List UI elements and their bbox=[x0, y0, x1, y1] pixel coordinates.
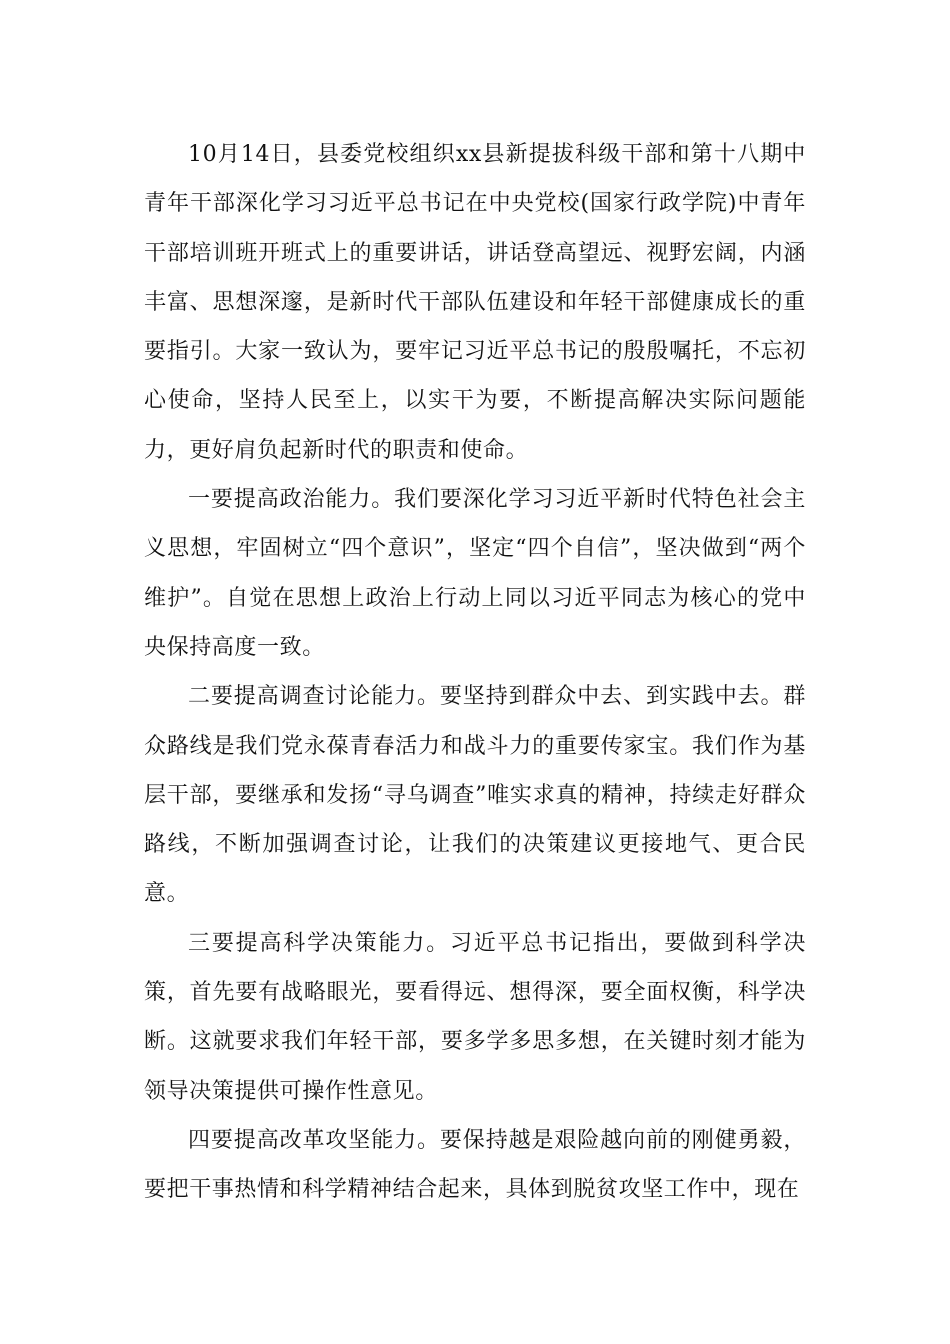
paragraph-decision-ability: 三要提高科学决策能力。习近平总书记指出，要做到科学决策，首先要有战略眼光，要看得远、想得深，要全面权衡，科学决断。这就要求我们年轻干部，要多学多思多想，在关键时刻才能为领导决策提供可操作性意见。 bbox=[144, 930, 806, 1104]
paragraph-investigation-ability: 二要提高调查讨论能力。要坚持到群众中去、到实践中去。群众路线是我们党永葆青春活力和战斗力的重要传家宝。我们作为基层干部，要继承和发扬“寻乌调查”唯实求真的精神，持续走好群众路线，不断加强调查讨论，让我们的决策建议更接地气、更合民意。 bbox=[144, 684, 806, 907]
paragraph-reform-ability: 四要提高改革攻坚能力。要保持越是艰险越向前的刚健勇毅，要把干事热情和科学精神结合起来，具体到脱贫攻坚工作中，现在 bbox=[144, 1127, 806, 1203]
paragraph-political-ability: 一要提高政治能力。我们要深化学习习近平新时代特色社会主义思想，牢固树立“四个意识”，坚定“四个自信”，坚决做到“两个维护”。自觉在思想上政治上行动上同以习近平同志为核心的党中央保持高度一致。 bbox=[144, 487, 806, 660]
paragraph-intro: 10月14日，县委党校组织xx县新提拔科级干部和第十八期中青年干部深化学习习近平总书记在中央党校(国家行政学院)中青年干部培训班开班式上的重要讲话，讲话登高望远、视野宏阔，内涵丰富、思想深邃，是新时代干部队伍建设和年轻干部健康成长的重要指引。大家一致认为，要牢记习近平总书记的殷殷嘱托，不忘初心使命，坚持人民至上，以实干为要，不断提高解决实际问题能力，更好肩负起新时代的职责和使命。 bbox=[144, 142, 806, 463]
document-body bbox=[144, 130, 806, 1215]
